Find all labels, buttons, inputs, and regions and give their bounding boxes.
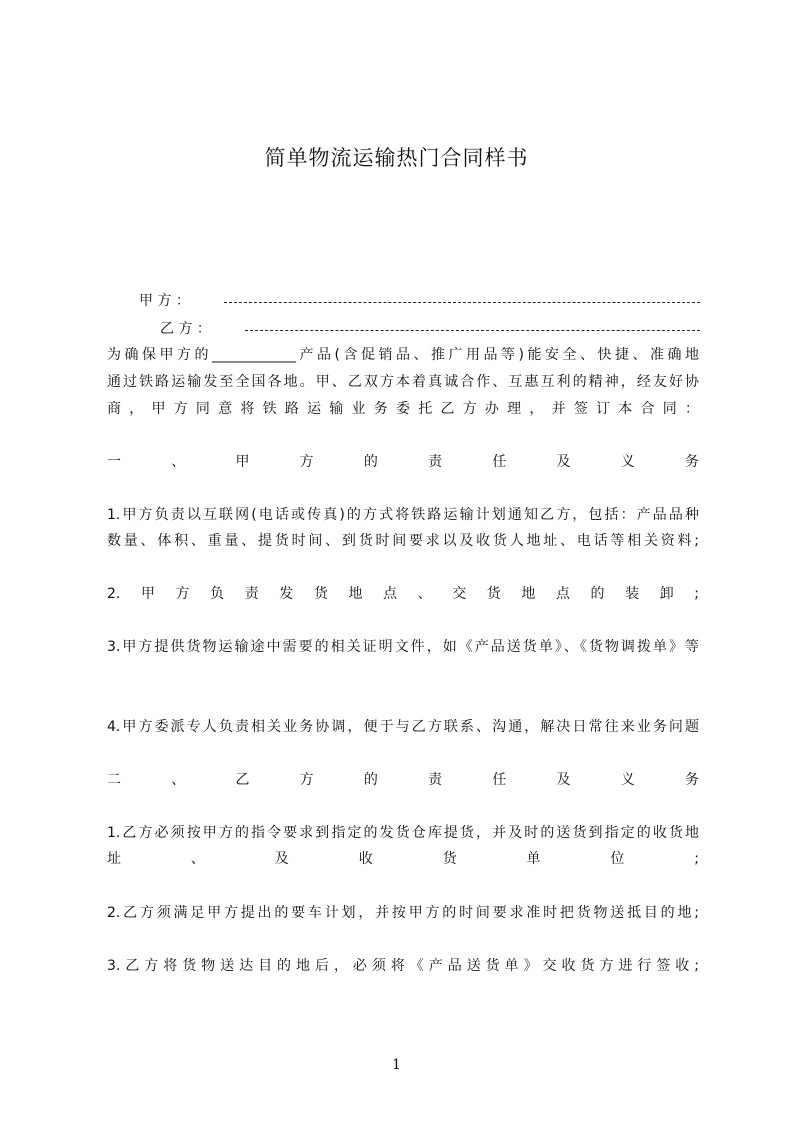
clause-line: 4.甲方委派专人负责相关业务协调，便于与乙方联系、沟通，解决日常往来业务问题 — [107, 719, 699, 735]
clause-line: 1.乙方必须按甲方的指令要求到指定的发货仓库提货，并及时的送货到指定的收货地 — [107, 825, 699, 841]
party-b-label: 乙 方 ： — [160, 321, 211, 337]
clause-line: 1.甲方负责以互联网(电话或传真)的方式将铁路运输计划通知乙方，包括：产品品种 — [107, 507, 699, 523]
party-a-blank-line — [224, 301, 700, 303]
clause-line: 2.乙方须满足甲方提出的要车计划，并按甲方的时间要求准时把货物送抵目的地; — [107, 905, 699, 921]
intro-line: 为确保甲方的____________产品(含促销品、推广用品等)能安全、快捷、准确地 — [107, 347, 699, 363]
clause-line: 2.甲方负责发货地点、交货地点的装卸; — [107, 586, 699, 602]
clause-line: 3.甲方提供货物运输途中需要的相关证明文件，如《产品送货单》、《货物调拨单》等 — [107, 639, 699, 655]
document-title: 简单物流运输热门合同样书 — [264, 146, 529, 170]
page-number: 1 — [392, 1057, 401, 1073]
section-heading: 二、乙方的责任及义务 — [107, 772, 699, 788]
clause-line: 址、及收货单位; — [107, 851, 699, 867]
intro-line: 商，甲方同意将铁路运输业务委托乙方办理，并签订本合同： — [107, 401, 699, 417]
clause-line: 数量、体积、重量、提货时间、到货时间要求以及收货人地址、电话等相关资料; — [107, 533, 699, 549]
clause-line: 3.乙方将货物送达目的地后，必须将《产品送货单》交收货方进行签收; — [107, 958, 699, 974]
section-heading: 一、甲方的责任及义务 — [107, 454, 699, 470]
party-a-label: 甲 方 ： — [139, 293, 190, 309]
intro-line: 通过铁路运输发至全国各地。甲、乙双方本着真诚合作、互惠互利的精神，经友好协 — [107, 374, 699, 390]
party-b-blank-line — [245, 329, 700, 331]
